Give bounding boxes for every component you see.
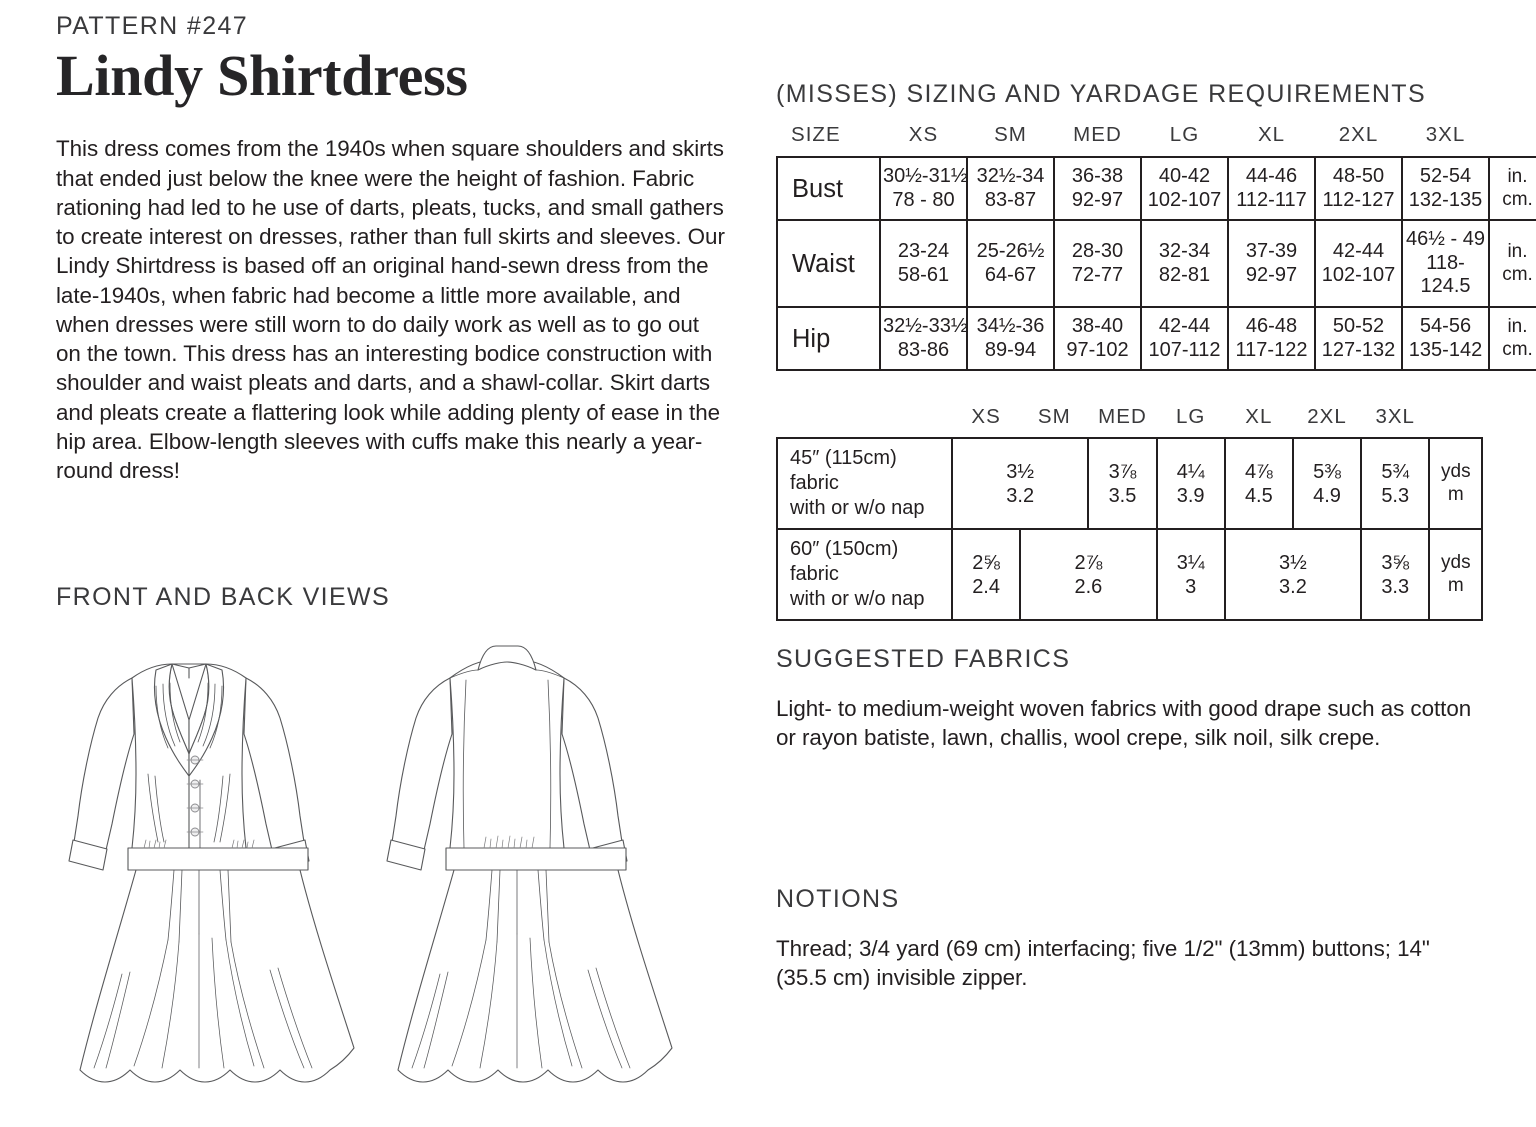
size-col-lg: LG: [1169, 123, 1200, 146]
front-back-views-heading: FRONT AND BACK VIEWS: [56, 583, 391, 611]
size-col-2xl: 2XL: [1338, 123, 1379, 146]
table-row: [777, 529, 1482, 620]
hip-units: in. cm.: [1489, 307, 1536, 370]
page-title: Lindy Shirtdress: [56, 43, 468, 108]
hip-med: 38-40 97-102: [1054, 307, 1141, 370]
size-col-header: SIZE: [791, 123, 841, 146]
yardage-60-xl-2xl: 3½ 3.2: [1225, 529, 1361, 620]
hip-xs: 32½-33½ 83-86: [880, 307, 967, 370]
yardage-col-lg: LG: [1175, 405, 1206, 429]
yardage-45-2xl: 5⅜ 4.9: [1293, 438, 1361, 529]
bust-xl: 44-46 112-117: [1228, 157, 1315, 220]
hip-xl: 46-48 117-122: [1228, 307, 1315, 370]
hip-2xl: 50-52 127-132: [1315, 307, 1402, 370]
description-text: This dress comes from the 1940s when square shoulders and skirts that ended just below the knee were the height of fashion. Fabric rationing had led to he use of darts, pleats, tucks, and small gathers to create interest on dresses, rather than full skirts and sleeves. Our Lindy Shirtdress is based off an original hand-sewn dress from the late-1940s, when fabric had become a little more available, and when dresses were still worn to do daily work as well as to go out on the town. This dress has an interesting bodice construction with shoulder and waist pleats and darts, and a shawl-collar. Skirt darts and pleats create a flattering look while adding plenty of ease in the hip area. Elbow-length sleeves with cuffs make this nearly a year-round dress!: [56, 136, 725, 484]
yardage-45-lg: 4¼ 3.9: [1157, 438, 1225, 529]
waist-med: 28-30 72-77: [1054, 220, 1141, 307]
notions-body: Thread; 3/4 yard (69 cm) interfacing; five 1/2" (13mm) buttons; 14" (35.5 cm) invisible zipper.: [776, 936, 1430, 991]
sizing-heading: (MISSES) SIZING AND YARDAGE REQUIREMENTS: [776, 80, 1426, 108]
size-col-3xl: 3XL: [1425, 123, 1466, 146]
yardage-col-3xl: 3XL: [1375, 405, 1415, 429]
table-row: [777, 438, 1482, 529]
intro-column: [56, 12, 736, 485]
row-label-45-fabric: 45″ (115cm) fabric with or w/o nap: [777, 438, 952, 529]
yardage-col-xs: XS: [971, 405, 1001, 429]
suggested-fabrics-heading: SUGGESTED FABRICS: [776, 645, 1071, 673]
technical-drawings: [56, 634, 746, 1114]
back-view-figure: [387, 646, 672, 1082]
yardage-table: [776, 405, 1483, 621]
row-label-hip: Hip: [777, 307, 880, 370]
bust-xs: 30½-31½ 78 - 80: [880, 157, 967, 220]
hip-lg: 42-44 107-112: [1141, 307, 1228, 370]
notions-heading: NOTIONS: [776, 885, 900, 913]
hip-sm: 34½-36 89-94: [967, 307, 1054, 370]
table-row: [777, 157, 1536, 220]
yardage-col-med: MED: [1098, 405, 1147, 429]
yardage-label-col-header: [777, 405, 952, 438]
waist-units: in. cm.: [1489, 220, 1536, 307]
suggested-fabrics-section: [776, 645, 1476, 753]
yardage-col-xl: XL: [1245, 405, 1273, 429]
yardage-60-units: yds m: [1429, 529, 1482, 620]
hip-3xl: 54-56 135-142: [1402, 307, 1489, 370]
waist-sm: 25-26½ 64-67: [967, 220, 1054, 307]
yardage-45-xl: 4⅞ 4.5: [1225, 438, 1293, 529]
sizing-table: [776, 123, 1536, 371]
waist-lg: 32-34 82-81: [1141, 220, 1228, 307]
table-row: [777, 307, 1536, 370]
front-view-figure: [69, 664, 354, 1082]
bust-lg: 40-42 102-107: [1141, 157, 1228, 220]
yardage-col-units: [1429, 405, 1482, 438]
yardage-45-units: yds m: [1429, 438, 1482, 529]
row-label-waist: Waist: [777, 220, 880, 307]
suggested-fabrics-body: Light- to medium-weight woven fabrics with good drape such as cotton or rayon batiste, lawn, challis, wool crepe, silk noil, silk crepe.: [776, 696, 1472, 751]
waist-xl: 37-39 92-97: [1228, 220, 1315, 307]
row-label-60-fabric: 60″ (150cm) fabric with or w/o nap: [777, 529, 952, 620]
bust-3xl: 52-54 132-135: [1402, 157, 1489, 220]
yardage-60-lg: 3¼ 3: [1157, 529, 1225, 620]
pattern-number: PATTERN #247: [56, 12, 249, 40]
yardage-col-sm: SM: [1037, 405, 1071, 429]
yardage-table-header-row: [777, 405, 1482, 438]
size-col-xl: XL: [1257, 123, 1286, 146]
yardage-col-2xl: 2XL: [1307, 405, 1347, 429]
sizing-column: [776, 80, 1533, 621]
size-col-sm: SM: [994, 123, 1027, 146]
yardage-60-3xl: 3⅝ 3.3: [1361, 529, 1429, 620]
sizing-table-header-row: [777, 123, 1536, 157]
waist-xs: 23-24 58-61: [880, 220, 967, 307]
size-col-med: MED: [1073, 123, 1122, 146]
table-row: [777, 220, 1536, 307]
size-col-xs: XS: [908, 123, 939, 146]
yardage-45-3xl: 5¾ 5.3: [1361, 438, 1429, 529]
size-col-units: [1489, 123, 1536, 157]
bust-sm: 32½-34 83-87: [967, 157, 1054, 220]
yardage-60-sm-med: 2⅞ 2.6: [1020, 529, 1156, 620]
bust-med: 36-38 92-97: [1054, 157, 1141, 220]
yardage-60-xs: 2⅝ 2.4: [952, 529, 1020, 620]
waist-3xl: 46½ - 49 118-124.5: [1402, 220, 1489, 307]
waist-2xl: 42-44 102-107: [1315, 220, 1402, 307]
row-label-bust: Bust: [777, 157, 880, 220]
yardage-45-med: 3⅞ 3.5: [1088, 438, 1156, 529]
yardage-45-xs-sm: 3½ 3.2: [952, 438, 1088, 529]
bust-2xl: 48-50 112-127: [1315, 157, 1402, 220]
bust-units: in. cm.: [1489, 157, 1536, 220]
notions-section: [776, 885, 1476, 993]
